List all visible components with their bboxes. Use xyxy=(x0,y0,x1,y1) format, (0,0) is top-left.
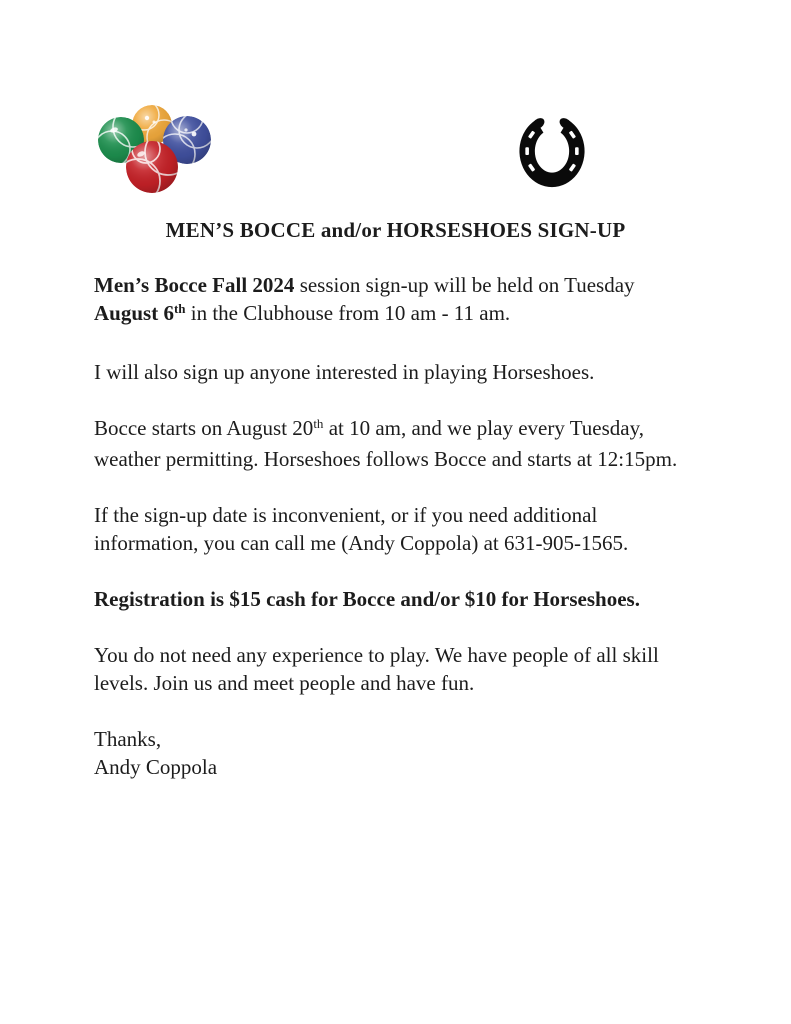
page-title: MEN’S BOCCE and/or HORSESHOES SIGN-UP xyxy=(165,218,626,242)
date-ordinal-superscript: th xyxy=(173,301,186,316)
header-artwork xyxy=(0,0,791,210)
paragraph-horseshoes-signup: I will also sign up anyone interested in playing Horseshoes. xyxy=(94,360,595,384)
paragraph-contact-info: If the sign-up date is inconvenient, or if you need additional information, you can call me (Andy Coppola) at 631-905-1565. xyxy=(94,503,629,555)
bold-signup-date: August 6 xyxy=(94,301,174,325)
paragraph-registration-fee: Registration is $15 cash for Bocce and/or $10 for Horseshoes. xyxy=(94,587,640,611)
horseshoe-icon xyxy=(516,112,588,192)
flyer-body xyxy=(94,271,706,781)
signature-name: Andy Coppola xyxy=(94,755,218,779)
bocce-balls-icon xyxy=(88,97,218,202)
paragraph-schedule: Bocce starts on August 20th at 10 am, and we play every Tuesday, weather permitting. Horseshoes follows Bocce and starts at 12:15pm. xyxy=(94,416,678,471)
paragraph-experience: You do not need any experience to play. We have people of all skill levels. Join us and meet people and have fun. xyxy=(94,643,659,695)
bold-session-name: Men’s Bocce Fall 2024 xyxy=(94,273,295,297)
paragraph-signup-details: Men’s Bocce Fall 2024 session sign-up will be held on Tuesday August 6th in the Clubhouse from 10 am - 11 am. xyxy=(94,273,635,325)
date-ordinal-superscript: th xyxy=(313,416,324,431)
closing-signature-block xyxy=(94,725,706,781)
closing-text: Thanks, xyxy=(94,727,162,751)
